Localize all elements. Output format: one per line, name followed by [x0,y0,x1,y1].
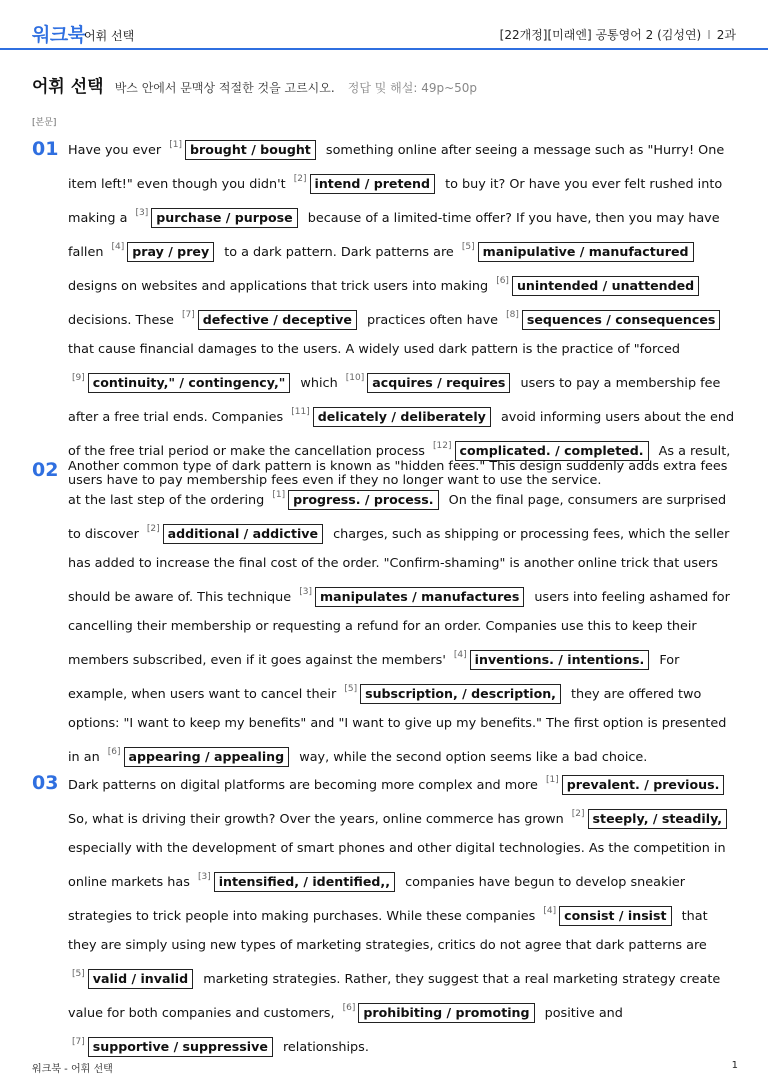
choice-box[interactable]: consist / insist [559,906,671,926]
vocab-blank [568,809,733,827]
vocab-blank [458,242,700,260]
passage-text: So, what is driving their growth? Over the years, online commerce has grown [68,812,568,827]
passage-text: to a dark pattern. Dark patterns are [220,245,458,260]
blank-number: [5] [344,684,358,694]
vocab-blank [290,174,441,192]
blank-number: [1] [272,490,286,500]
passage-text: avoid informing users about the end of the free trial period or make the cancellation process [68,410,735,459]
answer-reference: 정답 및 해설: 49p~50p [347,81,478,95]
passage-text: users into feeling ashamed for cancelling their membership or requesting a refund for an order. Companies use this to keep their members subscribed, even if it goes against the members' [68,590,730,668]
passage-text: As a result, users have to pay membership fees even if they no longer want to use the service. [68,444,731,488]
course-info [500,26,736,43]
passage-text: decisions. These [68,313,178,328]
passage-text: to buy it? Or have you ever felt rushed into making a [68,177,723,226]
passage-text: For example, when users want to cancel their [68,653,680,702]
passage-2 [68,452,740,772]
footer-label: 워크북 - 어휘 선택 [32,1064,113,1075]
vocab-blank [132,208,304,226]
choice-box[interactable]: delicately / deliberately [313,407,491,427]
passage-text: relationships. [278,1040,369,1055]
passage-text: practices often have [362,313,503,328]
passage-text: especially with the development of smart phones and other digital technologies. As the competition in online markets has [68,841,726,890]
brand-logo: 워크북 [32,24,86,46]
passage-text: because of a limited-time offer? If you have, then you may have fallen [68,211,720,260]
choice-box[interactable]: purchase / purpose [151,208,297,228]
passage-text: that they are simply using new types of marketing strategies, critics do not agree that dark patterns are [68,909,708,953]
vocab-blank [492,276,705,294]
header-separator: I [707,28,711,42]
passage-text: Another common type of dark pattern is known as "hidden fees." This design suddenly adds extra fees at the last step of the ordering [68,459,728,508]
blank-number: [2] [571,809,585,819]
choice-box[interactable]: supportive / suppressive [88,1037,273,1057]
page-header [0,0,768,50]
vocab-blank [68,373,296,391]
question-number-2: 02 [32,459,59,481]
vocab-blank [68,969,199,987]
choice-box[interactable]: progress. / process. [288,490,438,510]
blank-number: [6] [496,276,509,286]
choice-box[interactable]: brought / bought [185,140,316,160]
blank-number: [11] [291,407,310,417]
passage-text: Dark patterns on digital platforms are becoming more complex and more [68,778,542,793]
blank-number: [2] [293,174,307,184]
vocab-blank [340,684,567,702]
blank-number: [8] [506,310,519,320]
choice-box[interactable]: sequences / consequences [522,310,721,330]
choice-box[interactable]: manipulates / manufactures [315,587,524,607]
blank-number: [6] [107,747,121,757]
passage-text: that cause financial damages to the users. A widely used dark pattern is the practice of "forced [68,342,681,357]
choice-box[interactable]: continuity," / contingency," [88,373,291,393]
vocab-blank [268,490,444,508]
blank-number: [3] [299,587,312,597]
blank-number: [7] [72,1037,85,1047]
blank-number: [4] [111,242,125,252]
page-number: 1 [731,1060,738,1071]
choice-box[interactable]: additional / addictive [163,524,323,544]
passage-text: charges, such as shipping or processing fees, which the seller has added to increase the final cost of the order. "Confirm-shaming" is another online trick that users should be aware of. This technique [68,527,730,605]
blank-number: [1] [545,775,559,785]
vocab-blank [104,747,295,765]
brand-subtitle: 어휘 선택 [84,29,135,43]
blank-number: [2] [146,524,160,534]
choice-box[interactable]: complicated. / completed. [455,441,649,461]
question-number-1: 01 [32,138,59,160]
title-row [32,72,477,97]
instruction-text: 박스 안에서 문맥상 적절한 것을 고르시오. [114,81,335,95]
passage-text: designs on websites and applications that trick users into making [68,279,493,294]
choice-box[interactable]: inventions. / intentions. [470,650,650,670]
blank-number: [3] [135,208,149,218]
vocab-blank [108,242,221,260]
vocab-blank [178,310,363,328]
choice-box[interactable]: steeply, / steadily, [588,809,728,829]
choice-box[interactable]: acquires / requires [367,373,510,393]
lesson-label: 2과 [716,28,736,42]
choice-box[interactable]: intensified, / identified,, [214,872,395,892]
vocab-blank [287,407,497,425]
blank-number: [6] [342,1003,356,1013]
blank-number: [9] [72,373,85,383]
choice-box[interactable]: prohibiting / promoting [358,1003,534,1023]
choice-box[interactable]: defective / deceptive [198,310,357,330]
blank-number: [5] [461,242,475,252]
blank-number: [12] [433,441,452,451]
vocab-blank [502,310,726,328]
passage-text: something online after seeing a message such as "Hurry! One item left!" even though you didn't [68,143,725,192]
passage-text: marketing strategies. Rather, they suggest that a real marketing strategy create value for both companies and customers, [68,972,721,1021]
passage-3 [68,766,740,1062]
passage-1 [68,131,740,495]
blank-number: [4] [453,650,467,660]
passage-text: Have you ever [68,143,166,158]
vocab-blank [539,906,677,924]
vocab-blank [339,1003,541,1021]
blank-number: [1] [169,140,182,150]
vocab-blank [542,775,730,793]
passage-text: they are offered two options: "I want to keep my benefits" and "I want to give up my benefits." The first option is presented in an [68,687,727,765]
blank-number: [10] [345,373,365,383]
vocab-blank [194,872,401,890]
blank-number: [7] [181,310,195,320]
choice-box[interactable]: intend / pretend [310,174,436,194]
vocab-blank [295,587,530,605]
course-title: [22개정][미래엔] 공통영어 2 (김성연) [499,28,702,42]
blank-number: [3] [197,872,211,882]
passage-text: On the final page, consumers are surprised to discover [68,493,727,542]
page-title: 어휘 선택 [32,77,104,97]
choice-box[interactable]: subscription, / description, [360,684,561,704]
passage-text: way, while the second option seems like a bad choice. [295,750,648,765]
passage-text: positive and [540,1006,623,1021]
question-number-3: 03 [32,772,59,794]
vocab-blank [143,524,329,542]
choice-box[interactable]: unintended / unattended [512,276,699,296]
choice-box[interactable]: pray / prey [127,242,214,262]
passage-text: which [296,376,342,391]
passage-text: users to pay a membership fee after a free trial ends. Companies [68,376,721,425]
vocab-blank [165,140,322,158]
choice-box[interactable]: prevalent. / previous. [562,775,725,795]
passage-text: companies have begun to develop sneakier strategies to trick people into making purchases. While these companies [68,875,686,924]
blank-number: [5] [72,969,85,979]
choice-box[interactable]: manipulative / manufactured [478,242,694,262]
choice-box[interactable]: appearing / appealing [124,747,290,767]
blank-number: [4] [543,906,557,916]
choice-box[interactable]: valid / invalid [88,969,193,989]
vocab-blank [68,1037,279,1055]
vocab-blank [342,373,517,391]
vocab-blank [450,650,655,668]
body-label: [본문] [32,118,57,128]
